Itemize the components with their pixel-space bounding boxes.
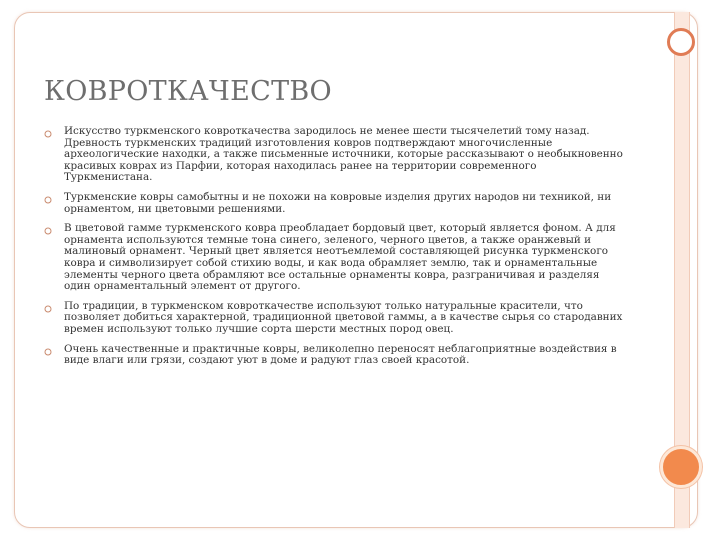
bullet-text: По традиции, в туркменском ковроткачестве используют только натуральные красители, что позволяет добиться характерной, традиционной цветовой гаммы, а в качестве сырья со стародавних времен используют только лучшие сорта шерсти местных пород овец. xyxy=(64,299,623,335)
bullet-text: Очень качественные и практичные ковры, великолепно переносят неблагоприятные воздействия в виде влаги или грязи, создают уют в доме и радуют глаз своей красотой. xyxy=(64,342,617,367)
bullet-item xyxy=(44,301,624,336)
orange-circle-ornament-icon xyxy=(660,446,702,488)
bullet-circle-icon xyxy=(44,348,52,356)
bullet-text: Искусство туркменского ковроткачества зародилось не менее шести тысячелетий тому назад. Древность туркменских традиций изготовления ковров подтверждают многочисленные археологические находки, а также письменные источники, которые рассказывают о необыкновенно красивых коврах из Парфии, которая находилась ранее на территории современного Туркменистана. xyxy=(64,125,623,184)
bullet-text: Туркменские ковры самобытны и не похожи на ковровые изделия других народов ни техникой, ни орнаментом, ни цветовыми решениями. xyxy=(64,190,612,215)
bullet-item xyxy=(44,126,624,184)
bullet-circle-icon xyxy=(44,196,52,204)
slide-title: КОВРОТКАЧЕСТВО xyxy=(44,76,332,107)
bullet-circle-icon xyxy=(44,227,52,235)
bullet-circle-icon xyxy=(44,305,52,313)
ring-ornament-icon xyxy=(667,28,695,56)
bullet-item xyxy=(44,192,624,215)
bullet-item xyxy=(44,344,624,367)
bullet-text: В цветовой гамме туркменского ковра преобладает бордовый цвет, который является фоном. А для орнамента используются темные тона синего, зеленого, черного цветов, а также оранжевый и малиновый орнамент. Черный цвет является неотъемлемой составляющей рисунка туркменского ковра и символизирует собой стихию воды, и как вода обрамляет землю, так и орнаментальные элементы черного цвета обрамляют все остальные орнаменты ковра, разграничивая и разделяя один орнаментальный элемент от другого. xyxy=(64,222,616,293)
bullet-circle-icon xyxy=(44,130,52,138)
bullet-list xyxy=(44,126,624,375)
bullet-item xyxy=(44,223,624,293)
